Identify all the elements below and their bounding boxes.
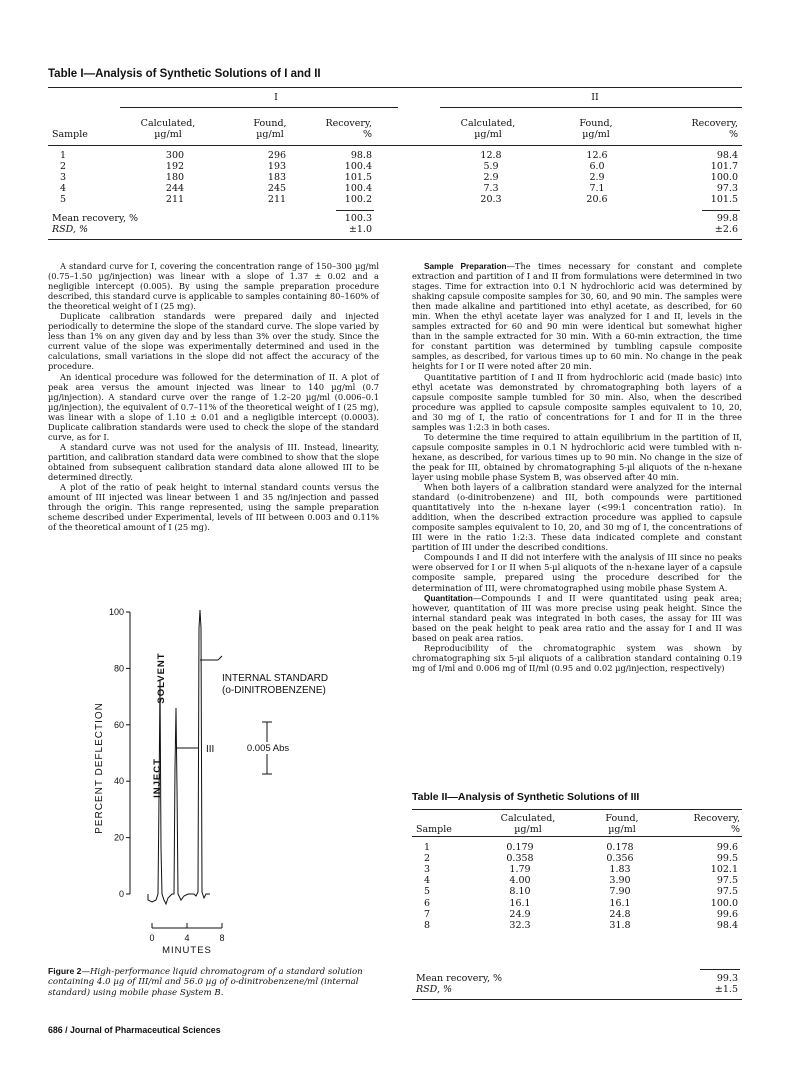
table1-unit-col-2: µg/ml (256, 129, 284, 140)
table1-cell-r3-c3: 183 (267, 172, 287, 183)
table2-cell-r6-c4: 100.0 (710, 897, 738, 909)
y-tick-label-60: 60 (113, 719, 124, 730)
table2-cell-r5-c1: 5 (423, 886, 431, 898)
table1-header-col-1: Calculated, (140, 118, 196, 129)
table2-unit-col-3: % (730, 824, 740, 835)
table1-sum-rule-ii (702, 210, 740, 211)
table1-cell-r2-c1: 2 (59, 161, 67, 172)
y-tick-label-0: 0 (118, 889, 124, 899)
table1-group-i-rule (120, 107, 398, 108)
x-tick-label-0: 0 (149, 933, 155, 943)
table1-group-ii: II (591, 92, 599, 103)
table1-cell-r1-c5: 12.8 (480, 150, 502, 161)
table2-cell-r4-c1: 4 (423, 875, 431, 887)
table1-cell-r2-c5: 5.9 (483, 161, 499, 172)
table1-bottom-rule (48, 239, 742, 240)
table1-mean-label: Mean recovery, % (52, 213, 139, 224)
table1-cell-r1-c1: 1 (59, 150, 67, 161)
table2-cell-r2-c2: 0.358 (506, 853, 534, 865)
table1-title: Table I—Analysis of Synthetic Solutions of I and II (48, 68, 321, 80)
table2-cell-r8-c3: 31.8 (609, 919, 631, 931)
table1-mean-i: 100.3 (344, 213, 372, 224)
table1-cell-r4-c2: 244 (165, 183, 185, 194)
table1-group-i: I (274, 92, 278, 103)
table2-cell-r6-c3: 16.1 (609, 897, 631, 909)
table2-header-sample: Sample (416, 824, 452, 835)
table1-cell-r5-c2: 211 (165, 194, 185, 205)
left-para-5: A plot of the ratio of peak height to internal standard counts versus the amount of III injected was linear between 1 and 35 ng/injection and passed through the origin. This range represented, using the sample preparation scheme described under Experimental, levels of III between 0.003 and 0.11% of the theoretical amount of I (25 mg). (48, 482, 379, 533)
table1-cell-r5-c6: 20.6 (586, 194, 608, 205)
table2-cell-r3-c1: 3 (423, 864, 431, 876)
table2-mean-label: Mean recovery, % (416, 973, 503, 984)
table1-cell-r3-c4: 101.5 (344, 172, 372, 183)
right-para-2: Quantitative partition of I and II from hydrochloric acid (made basic) into ethyl acetate was demonstrated by chromatographing both layers of a capsule composite sample tumbled for 30 min. Also, when the described procedure was applied to capsule composite samples equivalent to 10, 20, and 30 mg of I, the ratio of concentrations for I and for II in the three samples was 1:2:3 in both cases. (412, 371, 742, 432)
solvent-label: SOLVENT (156, 652, 167, 704)
page-footer: 686 / Journal of Pharmaceutical Sciences (48, 1025, 221, 1035)
figure2-chromatogram (48, 598, 388, 968)
table1-cell-r2-c3: 193 (267, 161, 287, 172)
table1-cell-r5-c7: 101.5 (710, 194, 738, 205)
right-column-text (412, 261, 742, 673)
x-tick-label-8: 8 (219, 933, 225, 943)
table1-cell-r5-c5: 20.3 (480, 194, 502, 205)
inject-label: INJECT (152, 758, 163, 798)
table2-cell-r4-c2: 4.00 (509, 875, 531, 887)
table1-unit-col-6: % (728, 129, 738, 140)
table1-group-ii-rule (440, 107, 742, 108)
table1-cell-r4-c1: 4 (59, 183, 67, 194)
left-para-2: Duplicate calibration standards were prepared daily and injected periodically to determine the slope of the standard curve. The slope varied by less than 1% on any given day and by less than 3% over the study. Since the current value of the slope was experimentally determined and used in the calculations, small variations in the slope did not affect the accuracy of the procedure. (48, 311, 379, 372)
table1-unit-col-4: µg/ml (474, 129, 502, 140)
table1-cell-r3-c6: 2.9 (589, 172, 605, 183)
left-column-text (48, 261, 379, 532)
y-axis-label: PERCENT DEFLECTION (94, 702, 105, 834)
right-para-5: Compounds I and II did not interfere with the analysis of III since no peaks were observed for I or II when 5-µl aliquots of the n-hexane layer of a capsule composite sample, prepared using the procedure described for the determination of III, were chromatographed using mobile phase System A. (412, 552, 742, 593)
table1-unit-col-1: µg/ml (154, 129, 182, 140)
right-para-1: —The times necessary for constant and complete extraction and partition of I and II from formulations were determined in two stages. Time for extraction into 0.1 N hydrochloric acid was determined by shaking capsule composite samples for 30, 60, and 90 min. The samples were then made alkaline and partitioned into ethyl acetate, as described, for 60 min. When the ethyl acetate layer was analyzed for I and II, levels in the samples extracted for 60 and 90 min were identical but somewhat higher than in the sample extracted for 30 min. With a 60-min extraction, the time for constant partition was determined by tumbling capsule composite samples, as described, for various times up to 60 min. No change in the peak heights for I or II were noted after 20 min. (412, 261, 742, 372)
right-para-6: —Compounds I and II were quantitated using peak area; however, quantitation of III was more precise using peak height. Since the internal standard peak was integrated in both cases, the assay for III was based on the peak height to peak area ratio and the assay for I and II was based on peak area ratios. (412, 592, 742, 643)
table2-cell-r4-c3: 3.90 (609, 875, 631, 887)
table2-unit-col-2: µg/ml (608, 824, 636, 835)
y-tick-label-40: 40 (113, 776, 124, 787)
internal-standard-label-1: INTERNAL STANDARD (222, 673, 329, 684)
table2-cell-r7-c1: 7 (423, 908, 431, 920)
table1-cell-r4-c4: 100.4 (344, 183, 372, 194)
quantitation-heading: Quantitation (424, 592, 473, 603)
table2-header-col-2: Found, (605, 813, 639, 824)
table1-unit-col-5: µg/ml (582, 129, 610, 140)
table2-header-col-1: Calculated, (500, 813, 556, 824)
table1-cell-r3-c7: 100.0 (710, 172, 738, 183)
table2-cell-r4-c4: 97.5 (716, 875, 738, 887)
table2-mean: 99.3 (716, 973, 738, 984)
x-tick-label-4: 4 (184, 933, 190, 943)
table1-cell-r4-c5: 7.3 (483, 183, 499, 194)
table1-header-col-6: Recovery, (691, 118, 738, 129)
table2-cell-r8-c1: 8 (423, 919, 431, 931)
y-tick-label-100: 100 (108, 607, 124, 617)
table1-top-rule (48, 87, 742, 88)
table2-cell-r2-c3: 0.356 (606, 853, 634, 865)
table2-unit-col-1: µg/ml (514, 824, 542, 835)
table2-top-rule (412, 809, 742, 810)
table2-cell-r1-c2: 0.179 (506, 842, 534, 853)
table2-cell-r3-c4: 102.1 (710, 864, 738, 876)
table2-cell-r5-c3: 7.90 (609, 886, 631, 898)
table1-cell-r2-c4: 100.4 (344, 161, 372, 172)
table2-header-col-3: Recovery, (693, 813, 740, 824)
table1-header-rule (48, 145, 742, 146)
x-axis-label: MINUTES (162, 945, 212, 956)
table2-header-rule (412, 836, 742, 837)
abs-scale-label: 0.005 Abs (246, 743, 290, 754)
table2-cell-r7-c4: 99.6 (716, 908, 738, 920)
right-para-4: When both layers of a calibration standard were analyzed for the internal standard (o-dinitrobenzene) and III, both compounds were partitioned quantitatively into the n-hexane layer (<99:1 concentration ratio). In addition, when the described extraction procedure was applied to capsule composite samples equivalent to 10, 20, and 30 mg of I, the concentrations of III were in the ratio 1:2:3. These data indicated complete and constant partition of III under the described conditions. (412, 482, 742, 553)
sample-preparation-heading: Sample Preparation (424, 261, 507, 271)
table1-sum-rule-i (336, 210, 374, 211)
table2-cell-r8-c2: 32.3 (509, 919, 531, 931)
table2-title: Table II—Analysis of Synthetic Solutions of III (412, 791, 640, 803)
table1-rsd-ii: ±2.6 (714, 224, 738, 235)
table1-cell-r4-c6: 7.1 (589, 183, 605, 194)
table1-cell-r1-c7: 98.4 (716, 150, 738, 161)
table1-cell-r2-c7: 101.7 (710, 161, 738, 172)
table1-rsd-label: RSD, % (52, 224, 89, 235)
table1-cell-r1-c2: 300 (165, 150, 185, 161)
table1-header-col-4: Calculated, (460, 118, 516, 129)
table2-bottom-rule (412, 999, 742, 1000)
table2-cell-r6-c2: 16.1 (509, 897, 531, 909)
table2-cell-r6-c1: 6 (423, 897, 431, 909)
table1-cell-r2-c2: 192 (165, 161, 185, 172)
table1-header-col-3: Recovery, (325, 118, 372, 129)
table2-cell-r3-c3: 1.83 (609, 864, 631, 876)
table1-header-sample: Sample (52, 129, 88, 140)
table1-cell-r4-c7: 97.3 (716, 183, 738, 194)
left-para-3: An identical procedure was followed for the determination of II. A plot of peak area versus the amount injected was linear to 140 µg/ml (0.7 µg/injection). A standard curve over the range of 1.2–20 µg/ml (0.006–0.1 µg/injection), the equivalent of 0.7–11% of the theoretical weight of I (25 mg), was linear with a slope of 1.10 ± 0.01 and a negligible intercept (0.0003). Duplicate calibration standards were used to check the slope of the standard curve, as for I. (48, 371, 379, 442)
y-tick-label-80: 80 (113, 663, 124, 674)
table1-cell-r5-c1: 5 (59, 194, 67, 205)
table1-cell-r5-c3: 211 (267, 194, 287, 205)
table1-cell-r3-c2: 180 (165, 172, 185, 183)
figure2-caption-head: Figure 2 (48, 966, 82, 976)
table2-cell-r7-c3: 24.8 (609, 908, 631, 920)
table1-cell-r1-c6: 12.6 (586, 150, 608, 161)
table2-cell-r1-c3: 0.178 (606, 842, 634, 853)
table1-header-col-5: Found, (579, 118, 613, 129)
peak-iii-label: III (206, 744, 215, 755)
table2-cell-r1-c4: 99.6 (716, 842, 738, 853)
y-tick-label-20: 20 (113, 832, 124, 843)
table1-cell-r3-c5: 2.9 (483, 172, 499, 183)
figure2-caption-text: —High-performance liquid chromatogram of a standard solution containing 4.0 µg of III/ml and 56.0 µg of o-dinitrobenzene/ml (internal standard) using mobile phase System B. (48, 967, 363, 998)
right-para-3: To determine the time required to attain equilibrium in the partition of II, capsule composite samples in 0.1 N hydrochloric acid were tumbled with n-hexane, as described, for various times up to 90 min. No change in the size of the peak for III, obtained by chromatographing 5-µl aliquots of the n-hexane layer using mobile phase System B, was observed after 40 min. (412, 431, 742, 482)
table1-mean-ii: 99.8 (716, 213, 738, 224)
table2-rsd-label: RSD, % (416, 984, 453, 995)
table1-cell-r3-c1: 3 (59, 172, 67, 183)
table1-header-col-2: Found, (253, 118, 287, 129)
table1-rsd-i: ±1.0 (348, 224, 372, 235)
table1-cell-r1-c4: 98.8 (350, 150, 372, 161)
table1-cell-r4-c3: 245 (267, 183, 287, 194)
table2-cell-r5-c2: 8.10 (509, 886, 531, 898)
left-para-1: A standard curve for I, covering the concentration range of 150–300 µg/ml (0.75–1.50 µg/injection) was linear with a slope of 1.37 ± 0.02 and a negligible intercept (0.005). By using the sample preparation procedure described, this standard curve is applicable to samples containing 80–160% of the theoretical weight of I (25 mg). (48, 261, 379, 312)
table2-cell-r7-c2: 24.9 (509, 908, 531, 920)
left-para-4: A standard curve was not used for the analysis of III. Instead, linearity, partition, and calibration standard data were combined to show that the slope obtained from subsequent calibration standard data alone allowed III to be determined directly. (48, 441, 379, 482)
table1-unit-col-3: % (362, 129, 372, 140)
figure2-caption (48, 966, 383, 998)
table2-cell-r5-c4: 97.5 (716, 886, 738, 898)
table1-cell-r2-c6: 6.0 (589, 161, 605, 172)
table2-cell-r8-c4: 98.4 (716, 919, 738, 931)
table1-cell-r1-c3: 296 (267, 150, 287, 161)
table2-cell-r3-c2: 1.79 (509, 864, 531, 876)
table2-cell-r2-c1: 2 (423, 853, 431, 865)
internal-standard-label-2: (o-DINITROBENZENE) (222, 685, 326, 696)
table2-rsd: ±1.5 (714, 984, 738, 995)
right-para-7: Reproducibility of the chromatographic system was shown by chromatographing six 5-µl aliquots of a calibration standard containing 0.19 mg of I/ml and 0.006 mg of II/ml (0.95 and 0.02 µg/injection, respectively) (412, 642, 742, 673)
table2-cell-r2-c4: 99.5 (716, 853, 738, 865)
table1-cell-r5-c4: 100.2 (344, 194, 372, 205)
table2-cell-r1-c1: 1 (423, 842, 431, 853)
table2-sum-rule (700, 969, 740, 970)
